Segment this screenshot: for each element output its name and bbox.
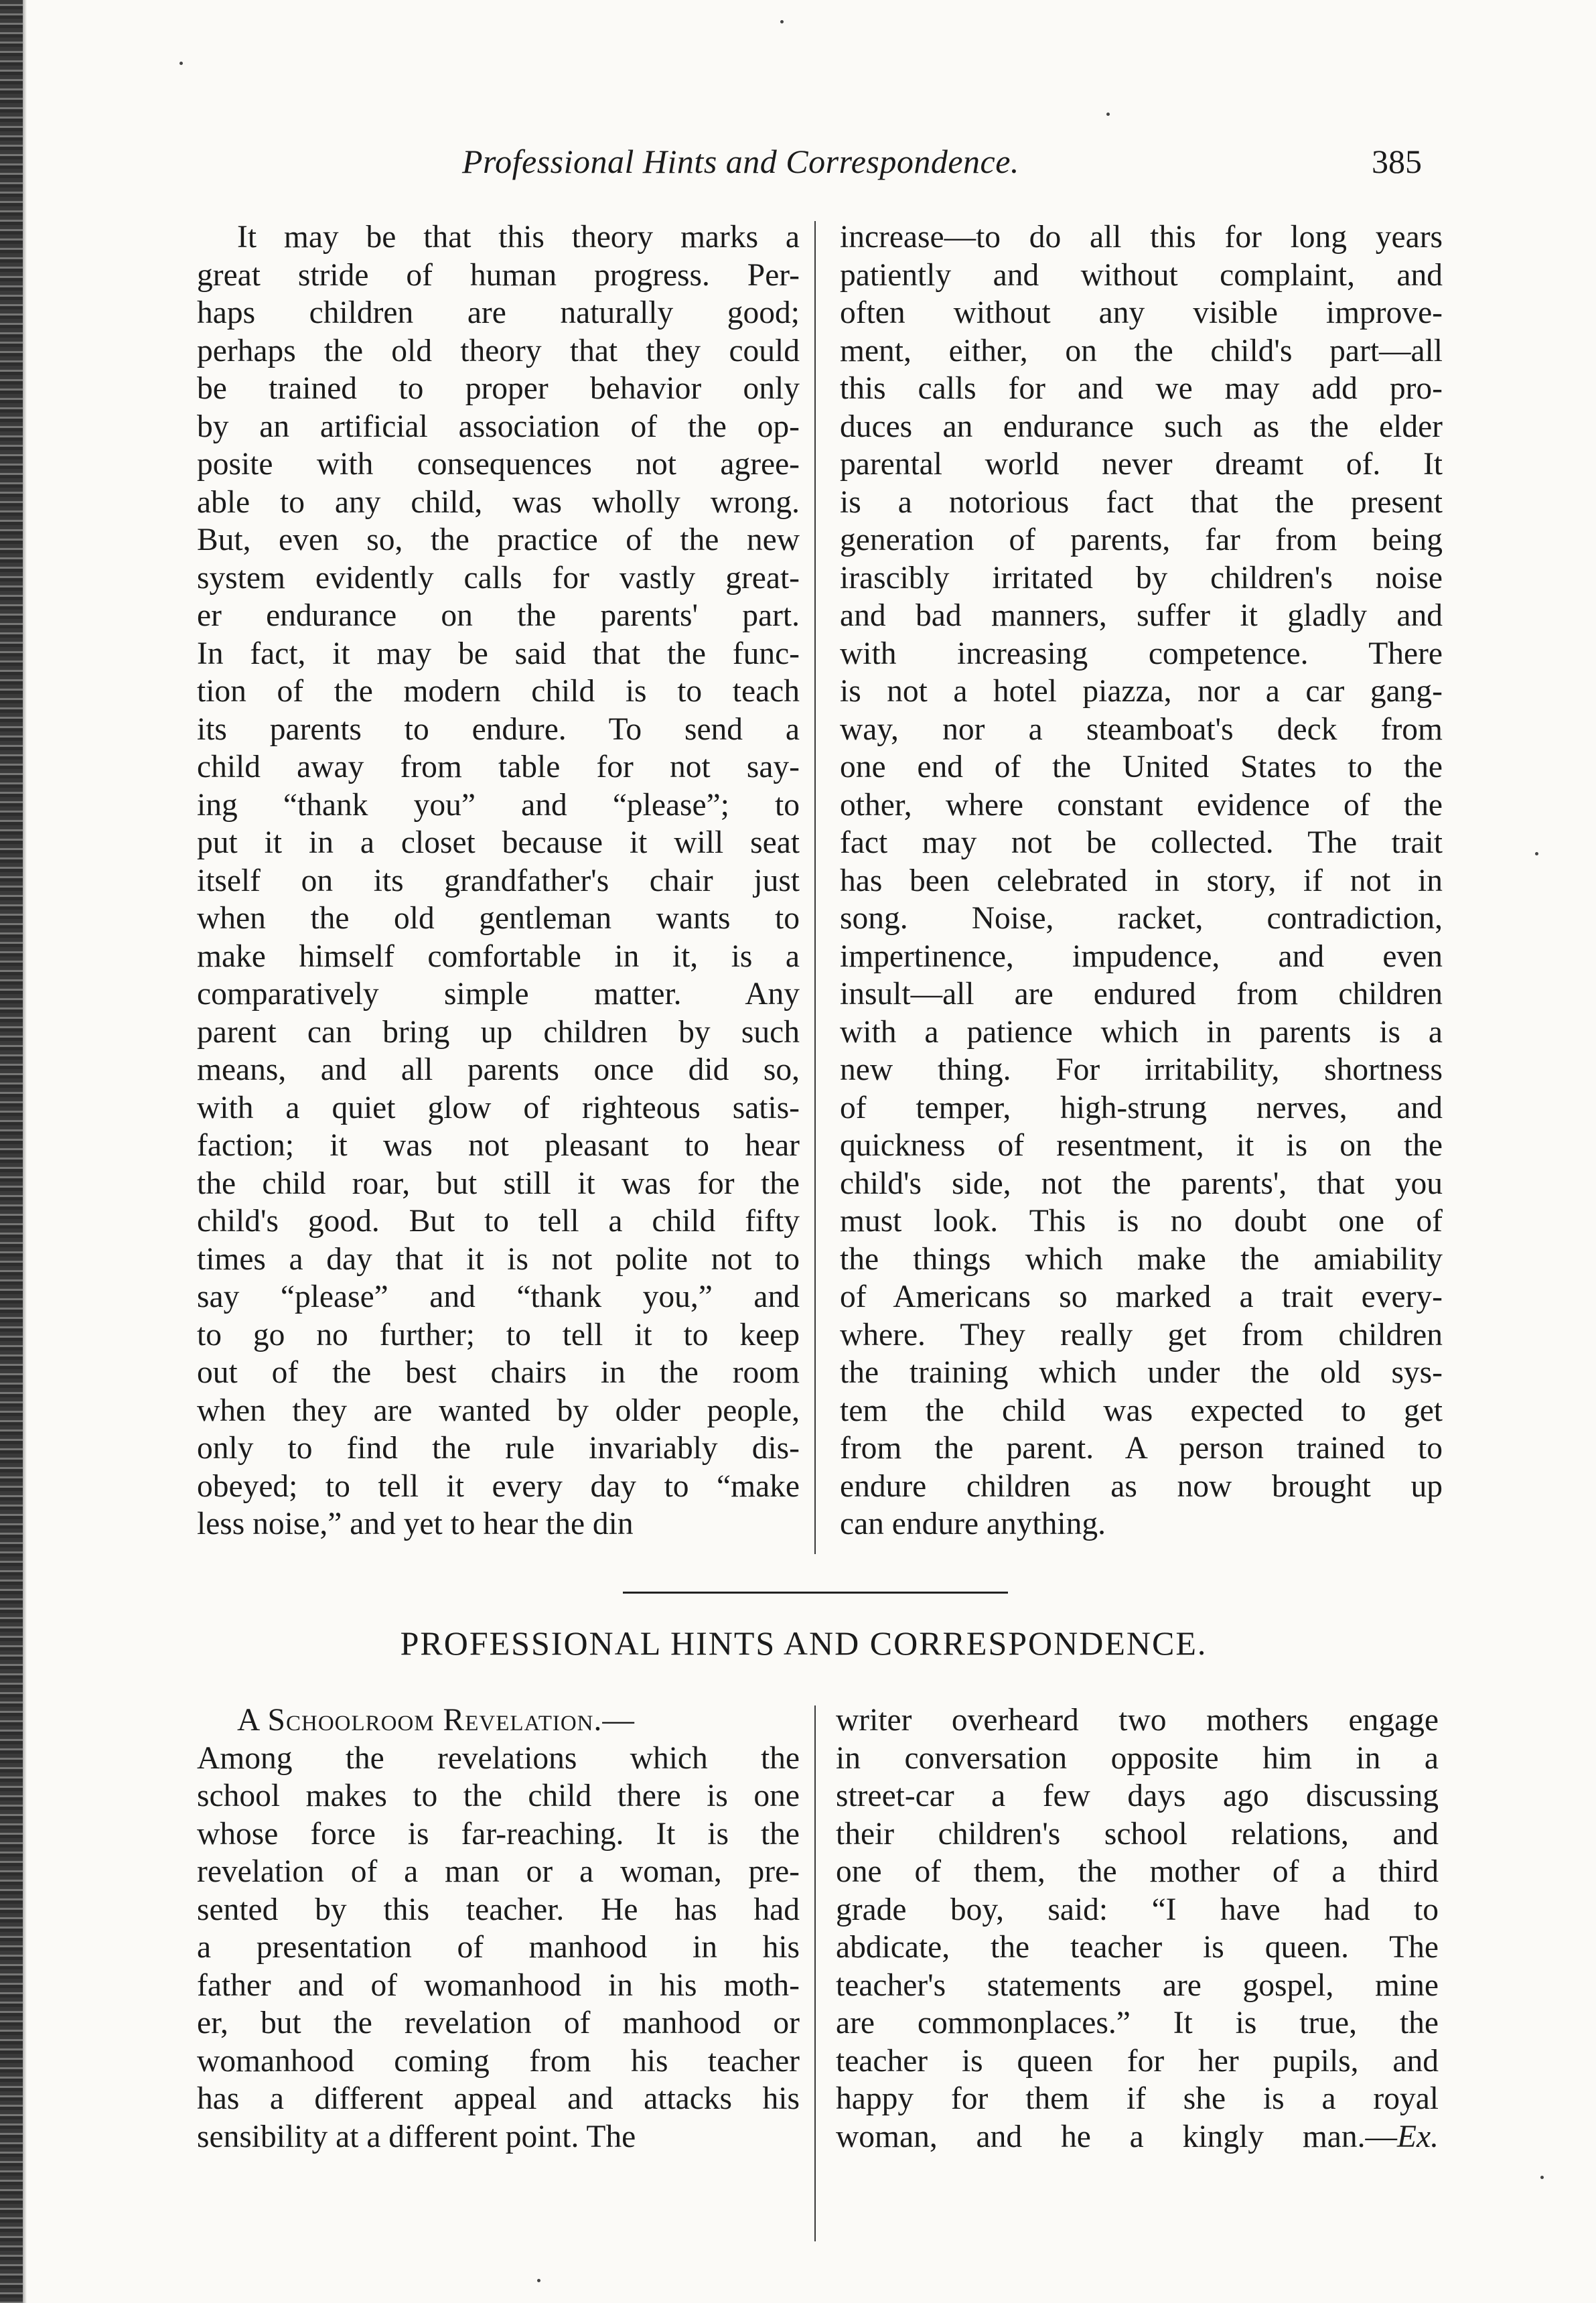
text-line: parental world never dreamt of. It bbox=[840, 447, 1443, 482]
section-right-lines bbox=[836, 1701, 1439, 2118]
text-line: In fact, it may be said that the func- bbox=[197, 636, 800, 671]
text-line: its parents to endure. To send a bbox=[197, 711, 800, 747]
text-line: street-car a few days ago discussing bbox=[836, 1778, 1439, 1813]
text-line: But, even so, the practice of the new bbox=[197, 522, 800, 557]
text-line: comparatively simple matter. Any bbox=[197, 977, 800, 1011]
text-line: patiently and without complaint, and bbox=[840, 257, 1443, 293]
text-line: Among the revelations which the bbox=[197, 1740, 800, 1776]
text-line: posite with consequences not agree- bbox=[197, 447, 800, 482]
text-line: quickness of resentment, it is on the bbox=[840, 1128, 1443, 1163]
text-line: impertinence, impudence, and even bbox=[840, 938, 1443, 974]
text-line: with increasing competence. There bbox=[840, 636, 1443, 671]
text-line: child away from table for not say- bbox=[197, 750, 800, 784]
text-line: where. They really get from children bbox=[840, 1317, 1443, 1352]
text-line: writer overheard two mothers engage bbox=[836, 1703, 1439, 1738]
text-line: often without any visible improve- bbox=[840, 295, 1443, 330]
text-line: the child roar, but still it was for the bbox=[197, 1166, 800, 1201]
text-line: ment, either, on the child's part—all bbox=[840, 333, 1443, 368]
text-line: sented by this teacher. He has had bbox=[197, 1892, 800, 1927]
text-line: haps children are naturally good; bbox=[197, 295, 800, 330]
text-line: abdicate, the teacher is queen. The bbox=[836, 1930, 1439, 1965]
print-speck bbox=[1106, 113, 1110, 116]
text-line: faction; it was not pleasant to hear bbox=[197, 1128, 800, 1163]
text-line: must look. This is no doubt one of bbox=[840, 1204, 1443, 1239]
text-line: when the old gentleman wants to bbox=[197, 901, 800, 936]
section-heading: PROFESSIONAL HINTS AND CORRESPONDENCE. bbox=[400, 1624, 1208, 1662]
text-line: system evidently calls for vastly great- bbox=[197, 560, 800, 596]
text-line: this calls for and we may add pro- bbox=[840, 371, 1443, 406]
section-right-column bbox=[836, 1701, 1439, 2154]
text-line: the things which make the amiability bbox=[840, 1241, 1443, 1277]
print-speck bbox=[1535, 852, 1538, 855]
text-line: has a different appeal and attacks his bbox=[197, 2081, 800, 2116]
closing-line bbox=[836, 2118, 1439, 2156]
text-line: with a quiet glow of righteous satis- bbox=[197, 1090, 800, 1125]
section-rule bbox=[623, 1592, 1008, 1594]
text-line: obeyed; to tell it every day to “make bbox=[197, 1468, 800, 1504]
text-line: way, nor a steamboat's deck from bbox=[840, 711, 1443, 747]
page-number: 385 bbox=[1372, 143, 1422, 180]
text-line: great stride of human progress. Per- bbox=[197, 257, 800, 293]
text-line: parent can bring up children by such bbox=[197, 1014, 800, 1050]
print-speck bbox=[179, 62, 183, 65]
text-line: the training which under the old sys- bbox=[840, 1355, 1443, 1390]
text-line: of temper, high-strung nerves, and bbox=[840, 1090, 1443, 1125]
text-line: new thing. For irritability, shortness bbox=[840, 1052, 1443, 1087]
text-line: duces an endurance such as the elder bbox=[840, 409, 1443, 444]
text-line: and bad manners, suffer it gladly and bbox=[840, 598, 1443, 633]
text-line: their children's school relations, and bbox=[836, 1816, 1439, 1852]
text-line: fact may not be collected. The trait bbox=[840, 825, 1443, 860]
text-line: only to find the rule invariably dis- bbox=[197, 1431, 800, 1466]
text-line: perhaps the old theory that they could bbox=[197, 333, 800, 368]
essay-left-column bbox=[197, 218, 800, 1543]
text-line: teacher's statements are gospel, mine bbox=[836, 1967, 1439, 2003]
closing-text: woman, and he a kingly man.— bbox=[836, 2119, 1398, 2154]
print-speck bbox=[780, 20, 784, 23]
text-line: generation of parents, far from being bbox=[840, 522, 1443, 557]
text-line: can endure anything. bbox=[840, 1507, 1106, 1541]
text-line: by an artificial association of the op- bbox=[197, 409, 800, 444]
text-line: one of them, the mother of a third bbox=[836, 1854, 1439, 1889]
section-left-lines bbox=[197, 1740, 800, 2156]
text-line: a presentation of manhood in his bbox=[197, 1930, 800, 1965]
source-abbrev: Ex. bbox=[1397, 2119, 1439, 2154]
text-line: make himself comfortable in it, is a bbox=[197, 938, 800, 974]
text-line: when they are wanted by older people, bbox=[197, 1393, 800, 1428]
text-line: increase—to do all this for long years bbox=[840, 220, 1443, 255]
item-title-line bbox=[197, 1701, 800, 1740]
text-line: father and of womanhood in his moth- bbox=[197, 1967, 800, 2003]
section-left-column bbox=[197, 1701, 800, 2156]
text-line: er endurance on the parents' part. bbox=[197, 598, 800, 633]
text-line: ing “thank you” and “please”; to bbox=[197, 787, 800, 823]
text-line: whose force is far-reaching. It is the bbox=[197, 1816, 800, 1852]
text-line: with a patience which in parents is a bbox=[840, 1014, 1443, 1050]
text-line: irascibly irritated by children's noise bbox=[840, 560, 1443, 596]
text-line: womanhood coming from his teacher bbox=[197, 2043, 800, 2079]
text-line: are commonplaces.” It is true, the bbox=[836, 2006, 1439, 2040]
text-line: out of the best chairs in the room bbox=[197, 1355, 800, 1390]
text-line: in conversation opposite him in a bbox=[836, 1740, 1439, 1776]
print-speck bbox=[537, 2279, 540, 2282]
text-line: is not a hotel piazza, nor a car gang- bbox=[840, 674, 1443, 709]
print-speck bbox=[1540, 2176, 1544, 2179]
text-line: less noise,” and yet to hear the din bbox=[197, 1507, 634, 1541]
essay-right-column bbox=[840, 218, 1443, 1543]
text-line: teacher is queen for her pupils, and bbox=[836, 2043, 1439, 2079]
text-line: put it in a closet because it will seat bbox=[197, 825, 800, 860]
text-line: be trained to proper behavior only bbox=[197, 371, 800, 406]
running-head-title: Professional Hints and Correspondence. bbox=[462, 143, 1019, 180]
text-line: say “please” and “thank you,” and bbox=[197, 1279, 800, 1314]
text-line: insult—all are endured from children bbox=[840, 977, 1443, 1011]
text-line: times a day that it is not polite not to bbox=[197, 1241, 800, 1277]
text-line: itself on its grandfather's chair just bbox=[197, 863, 800, 898]
text-line: child's good. But to tell a child fifty bbox=[197, 1204, 800, 1239]
text-line: one end of the United States to the bbox=[840, 750, 1443, 784]
book-binding-edge bbox=[0, 0, 23, 2303]
text-line: of Americans so marked a trait every- bbox=[840, 1279, 1443, 1314]
text-line: song. Noise, racket, contradiction, bbox=[840, 901, 1443, 936]
text-line: er, but the revelation of manhood or bbox=[197, 2006, 800, 2040]
running-head bbox=[462, 142, 1467, 181]
text-line: tion of the modern child is to teach bbox=[197, 674, 800, 709]
text-line: other, where constant evidence of the bbox=[840, 787, 1443, 823]
text-line: happy for them if she is a royal bbox=[836, 2081, 1439, 2116]
column-divider-lower bbox=[814, 1705, 816, 2241]
text-line: grade boy, said: “I have had to bbox=[836, 1892, 1439, 1927]
text-line: child's side, not the parents', that you bbox=[840, 1166, 1443, 1201]
text-line: has been celebrated in story, if not in bbox=[840, 863, 1443, 898]
text-line: to go no further; to tell it to keep bbox=[197, 1317, 800, 1352]
item-title: A Schoolroom Revelation.— bbox=[237, 1703, 635, 1738]
text-line: from the parent. A person trained to bbox=[840, 1431, 1443, 1466]
text-line: endure children as now brought up bbox=[840, 1468, 1443, 1504]
text-line: is a notorious fact that the present bbox=[840, 484, 1443, 520]
column-divider bbox=[814, 221, 816, 1554]
text-line: means, and all parents once did so, bbox=[197, 1052, 800, 1087]
text-line: tem the child was expected to get bbox=[840, 1393, 1443, 1428]
text-line: It may be that this theory marks a bbox=[237, 220, 800, 255]
text-line: revelation of a man or a woman, pre- bbox=[197, 1854, 800, 1889]
text-line: able to any child, was wholly wrong. bbox=[197, 484, 800, 520]
text-line: school makes to the child there is one bbox=[197, 1778, 800, 1813]
text-line: sensibility at a different point. The bbox=[197, 2119, 636, 2154]
